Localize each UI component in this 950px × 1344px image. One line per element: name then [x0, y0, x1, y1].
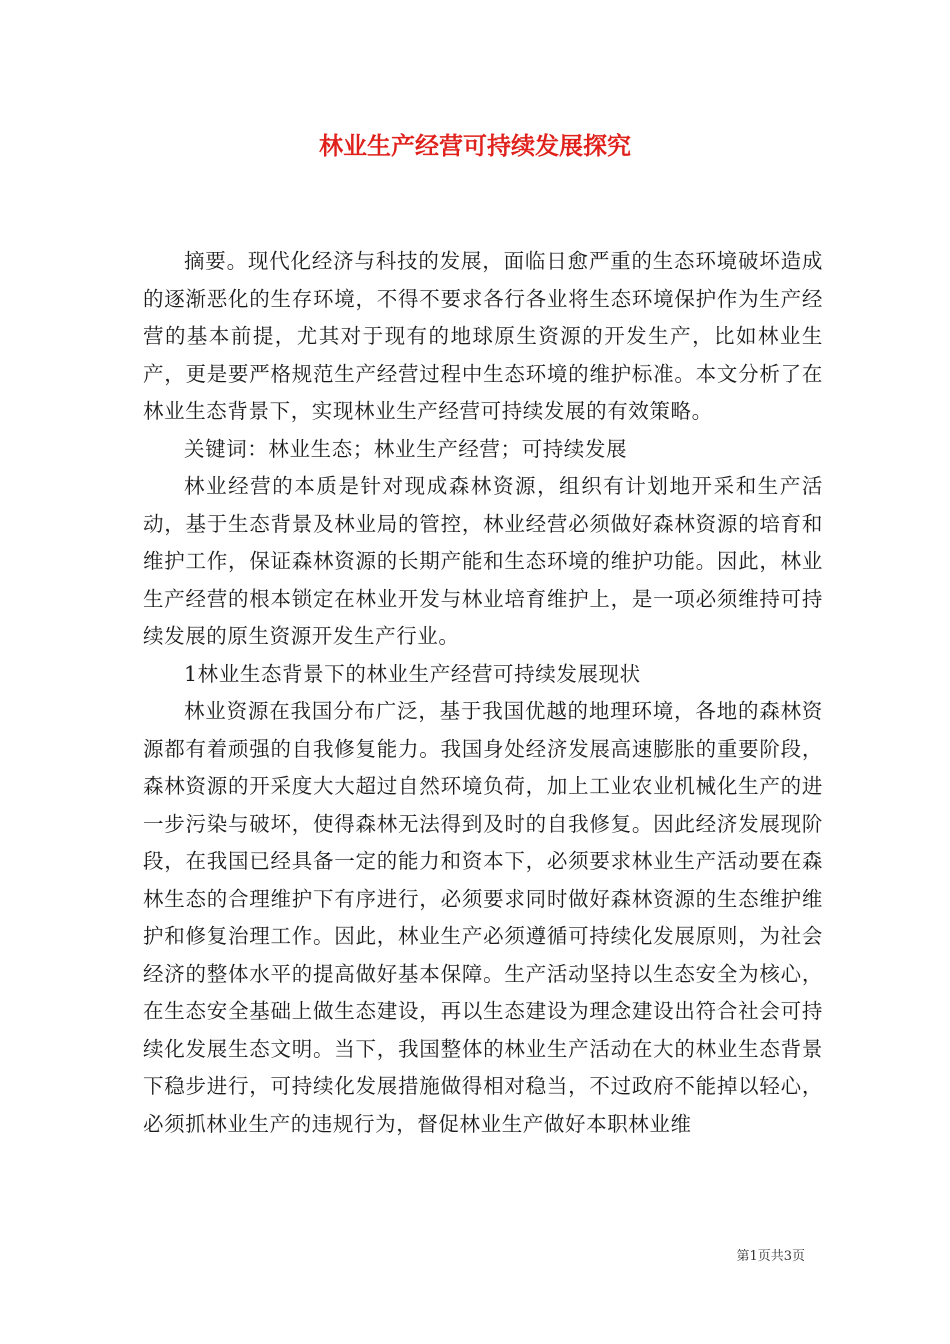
intro-paragraph: 林业经营的本质是针对现成森林资源，组织有计划地开采和生产活动，基于生态背景及林业局的管控，林业经营必须做好森林资源的培育和维护工作，保证森林资源的长期产能和生态环境的维护功能。因此，林业生产经营的根本锁定在林业开发与林业培育维护上，是一项必须维持可持续发展的原生资源开发生产行业。 — [143, 474, 823, 648]
page-number-label: 第1页共3页 — [736, 1249, 805, 1264]
document-title: 林业生产经营可持续发展探究 — [319, 131, 631, 160]
section-paragraph: 林业资源在我国分布广泛，基于我国优越的地理环境，各地的森林资源都有着顽强的自我修复能力。我国身处经济发展高速膨胀的重要阶段，森林资源的开采度大大超过自然环境负荷，加上工业农业机械化生产的进一步污染与破坏，使得森林无法得到及时的自我修复。因此经济发展现阶段，在我国已经具备一定的能力和资本下，必须要求林业生产活动要在森林生态的合理维护下有序进行，必须要求同时做好森林资源的生态维护维护和修复治理工作。因此，林业生产必须遵循可持续化发展原则，为社会经济的整体水平的提高做好基本保障。生产活动坚持以生态安全为核心，在生态安全基础上做生态建设，再以生态建设为理念建设出符合社会可持续化发展生态文明。当下，我国整体的林业生产活动在大的林业生态背景下稳步进行，可持续化发展措施做得相对稳当，不过政府不能掉以轻心，必须抓林业生产的违规行为，督促林业生产做好本职林业维 — [143, 699, 823, 1136]
page-footer — [736, 1248, 805, 1266]
abstract-paragraph: 摘要。现代化经济与科技的发展，面临日愈严重的生态环境破坏造成的逐渐恶化的生存环境，不得不要求各行各业将生态环境保护作为生产经营的基本前提，尤其对于现有的地球原生资源的开发生产，比如林业生产，更是要严格规范生产经营过程中生态环境的维护标准。本文分析了在林业生态背景下，实现林业生产经营可持续发展的有效策略。 — [143, 249, 823, 423]
document-body — [143, 243, 823, 1143]
keywords-paragraph: 关键词：林业生态；林业生产经营；可持续发展 — [184, 436, 628, 461]
section-heading: 1林业生态背景下的林业生产经营可持续发展现状 — [184, 661, 641, 686]
